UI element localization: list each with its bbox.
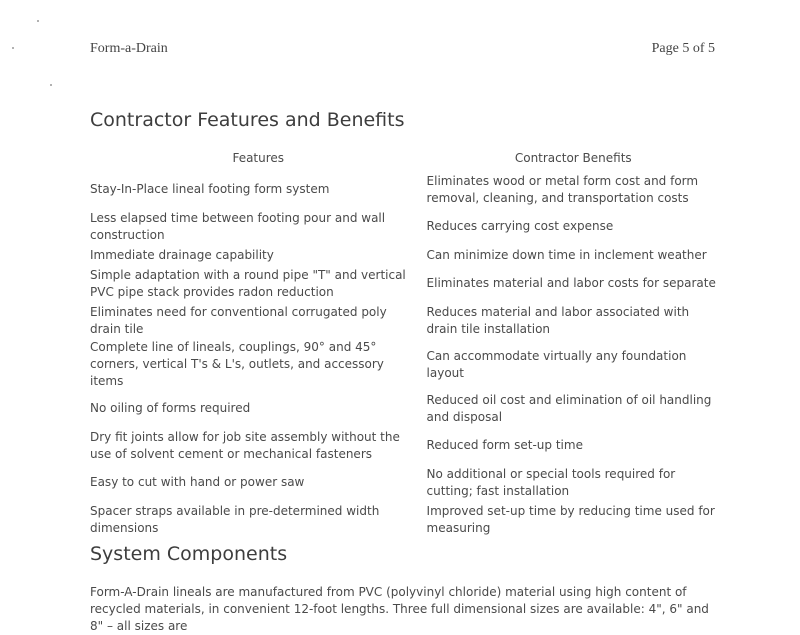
- feature-cell: Immediate drainage capability: [90, 247, 274, 262]
- table-row: [90, 265, 720, 302]
- components-paragraph: Form-A-Drain lineals are manufactured from PVC (polyvinyl chloride) material using high content of recycled materials, in convenient 12-foot lengths. Three full dimensional sizes are available: 4", 6" and 8" – all sizes are: [90, 585, 709, 633]
- benefit-cell: Can minimize down time in inclement weather: [426, 247, 707, 262]
- feature-cell: Simple adaptation with a round pipe "T" and vertical PVC pipe stack provides radon reduction: [90, 267, 406, 299]
- table-row: [90, 464, 720, 501]
- benefit-cell: Reduces material and labor associated with drain tile installation: [426, 304, 690, 336]
- header-page-number: Page 5 of 5: [651, 41, 715, 56]
- scan-speck: [37, 20, 39, 22]
- feature-cell: Eliminates need for conventional corrugated poly drain tile: [90, 304, 387, 336]
- header-doc-name: Form-a-Drain: [90, 41, 168, 56]
- column-header-features: Features: [232, 151, 285, 165]
- feature-cell: No oiling of forms required: [90, 401, 251, 415]
- benefit-cell: Reduced oil cost and elimination of oil handling and disposal: [426, 392, 712, 424]
- table-row: [90, 339, 720, 390]
- feature-cell: Dry fit joints allow for job site assembly without the use of solvent cement or mechanical fasteners: [90, 429, 400, 461]
- benefit-cell: Eliminates material and labor costs for separate: [426, 276, 716, 290]
- table-row: [90, 171, 720, 208]
- benefit-cell: No additional or special tools required for cutting; fast installation: [426, 466, 676, 498]
- column-header-benefits: Contractor Benefits: [514, 151, 632, 165]
- feature-cell: Spacer straps available in pre-determined width dimensions: [90, 503, 380, 535]
- benefit-cell: Can accommodate virtually any foundation layout: [426, 348, 687, 380]
- table-header-row: [90, 150, 720, 171]
- benefit-cell: Eliminates wood or metal form cost and form removal, cleaning, and transportation costs: [426, 173, 699, 205]
- table-row: [90, 245, 720, 265]
- benefit-cell: Reduced form set-up time: [426, 438, 583, 452]
- feature-cell: Complete line of lineals, couplings, 90° and 45° corners, vertical T's & L's, outlets, and accessory items: [90, 340, 384, 388]
- components-section-title: System Components: [90, 543, 288, 565]
- feature-cell: Less elapsed time between footing pour and wall construction: [90, 210, 386, 242]
- benefit-cell: Improved set-up time by reducing time used for measuring: [426, 503, 715, 535]
- scan-speck: [50, 84, 52, 86]
- feature-cell: Easy to cut with hand or power saw: [90, 475, 305, 489]
- table-row: [90, 302, 720, 339]
- feature-cell: Stay-In-Place lineal footing form system: [90, 182, 330, 196]
- features-section-title: Contractor Features and Benefits: [90, 109, 405, 131]
- table-row: [90, 390, 720, 427]
- scan-speck: [12, 47, 14, 49]
- table-row: [90, 427, 720, 464]
- table-row: [90, 208, 720, 245]
- features-benefits-table: [90, 150, 720, 538]
- benefit-cell: Reduces carrying cost expense: [426, 219, 614, 233]
- table-row: [90, 501, 720, 538]
